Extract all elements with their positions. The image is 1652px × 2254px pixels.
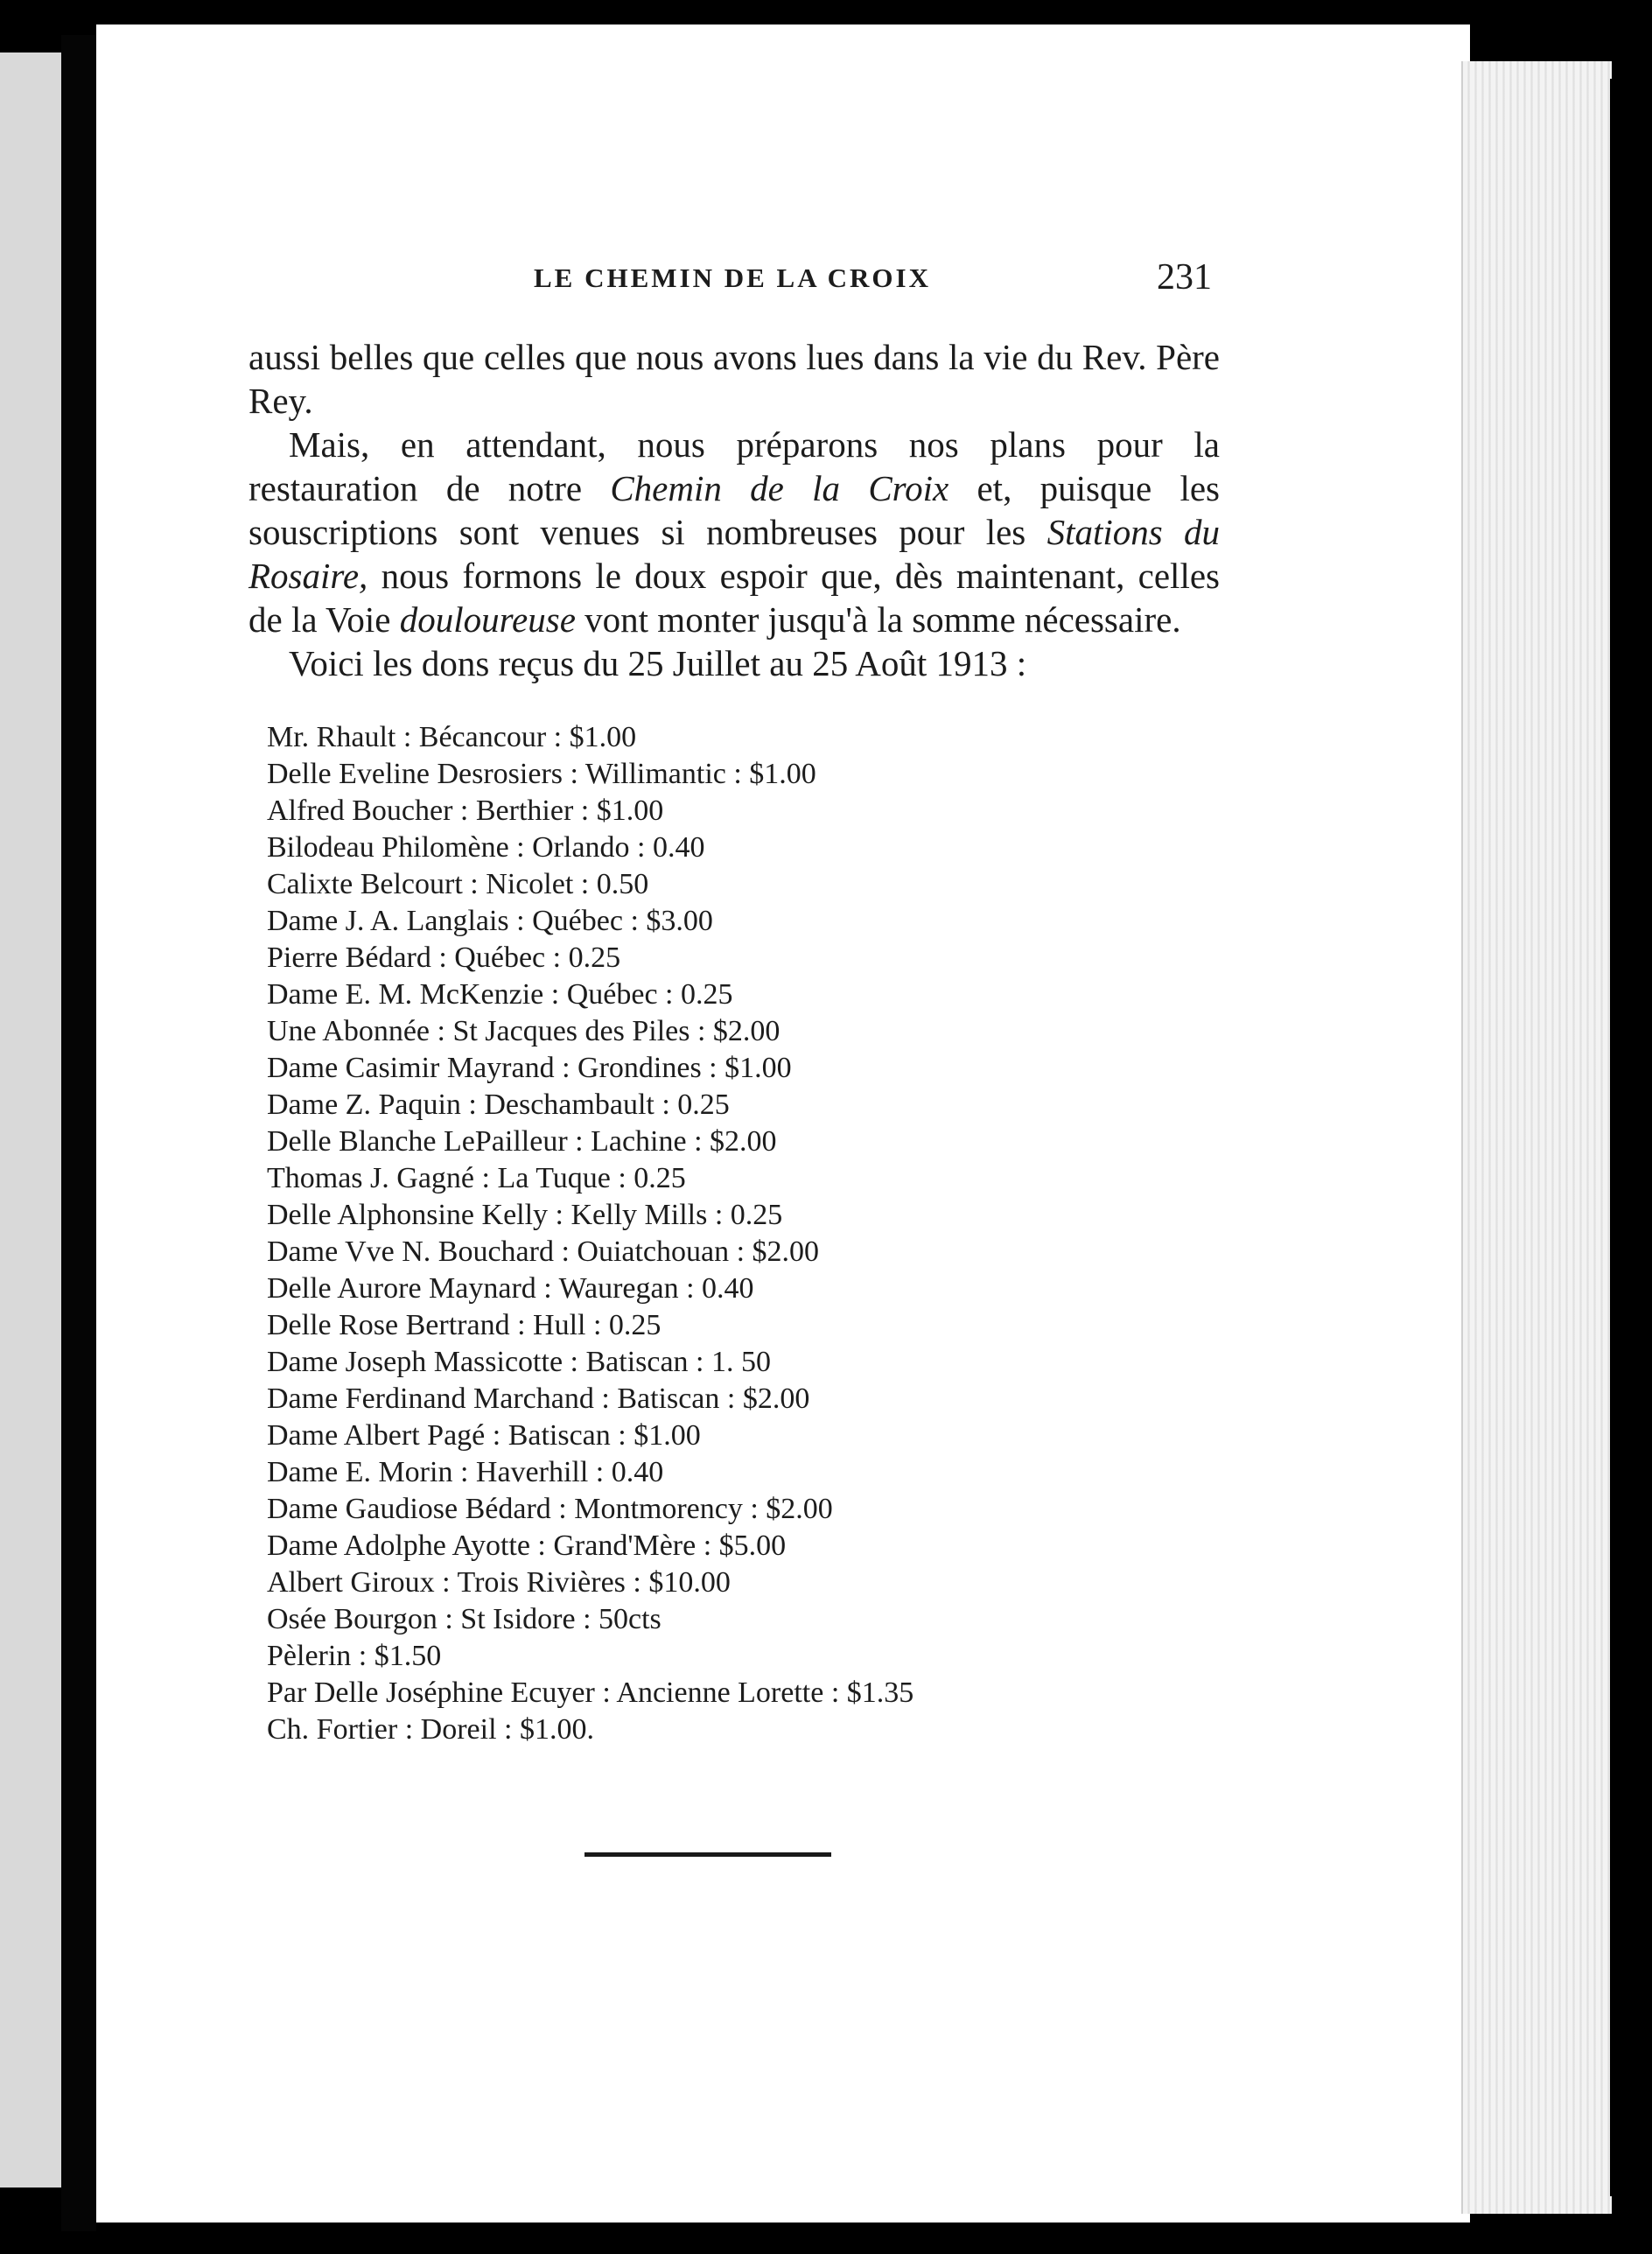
page-number: 231: [1157, 257, 1212, 298]
donation-entry: Calixte Belcourt : Nicolet : 0.50: [267, 868, 649, 900]
body-text: [248, 335, 1220, 685]
donation-entry: Dame J. A. Langlais : Québec : $3.00: [267, 905, 713, 937]
donation-entry: Alfred Boucher : Berthier : $1.00: [267, 794, 664, 827]
donation-entry: Osée Bourgon : St Isidore : 50cts: [267, 1603, 662, 1635]
donation-entry: Delle Aurore Maynard : Wauregan : 0.40: [267, 1272, 754, 1305]
donation-entry: Delle Blanche LePailleur : Lachine : $2.00: [267, 1125, 777, 1158]
paragraph-text: vont monter jusqu'à la somme nécessaire.: [575, 599, 1181, 640]
donation-entry: Thomas J. Gagné : La Tuque : 0.25: [267, 1162, 686, 1194]
donation-entry: Dame E. M. McKenzie : Québec : 0.25: [267, 978, 733, 1011]
italic-title: Chemin de la Croix: [610, 468, 949, 508]
italic-title: douloureuse: [399, 599, 576, 640]
donation-entry: Pierre Bédard : Québec : 0.25: [267, 942, 621, 974]
previous-page-edge: [0, 52, 61, 2188]
donation-entry: Dame Joseph Massicotte : Batiscan : 1. 50: [267, 1346, 772, 1378]
donation-entry: Dame Vve N. Bouchard : Ouiatchouan : $2.00: [267, 1236, 820, 1268]
donation-entry: Bilodeau Philomène : Orlando : 0.40: [267, 831, 705, 864]
running-head: LE CHEMIN DE LA CROIX: [534, 262, 931, 293]
donation-entry: Delle Alphonsine Kelly : Kelly Mills : 0.25: [267, 1199, 783, 1231]
donation-entry: Delle Eveline Desrosiers : Willimantic : $1.00: [267, 758, 816, 790]
paragraph-plans: [248, 423, 1220, 641]
donation-entry: Ch. Fortier : Doreil : $1.00.: [267, 1713, 594, 1746]
donation-entry: Pèlerin : $1.50: [267, 1640, 442, 1672]
donation-entry: Dame Casimir Mayrand : Grondines : $1.00: [267, 1052, 792, 1084]
paragraph-continuation: aussi belles que celles que nous avons lues dans la vie du Rev. Père Rey.: [248, 337, 1220, 421]
donation-entry: Dame Adolphe Ayotte : Grand'Mère : $5.00: [267, 1530, 787, 1562]
donation-entry: Dame Z. Paquin : Deschambault : 0.25: [267, 1088, 730, 1121]
donation-entry: Une Abonnée : St Jacques des Piles : $2.00: [267, 1015, 780, 1047]
donation-entry: Delle Rose Bertrand : Hull : 0.25: [267, 1309, 662, 1341]
donation-entry: Dame Gaudiose Bédard : Montmorency : $2.00: [267, 1493, 833, 1525]
italic-title: Stations du Rosaire,: [248, 512, 1220, 596]
scan-background-right: [1610, 79, 1652, 2196]
paragraph-text: nous formons le doux espoir que, dès maintenant, celles de la Voie: [248, 556, 1220, 640]
donation-list: [267, 719, 914, 1748]
paragraph-donations-intro: Voici les dons reçus du 25 Juillet au 25 Août 1913 :: [289, 643, 1027, 683]
donation-entry: Mr. Rhault : Bécancour : $1.00: [267, 721, 637, 753]
donation-entry: Albert Giroux : Trois Rivières : $10.00: [267, 1566, 731, 1599]
closing-rule: [584, 1852, 831, 1857]
donation-entry: Dame E. Morin : Haverhill : 0.40: [267, 1456, 664, 1488]
page-stack-edges: [1461, 61, 1612, 2214]
paragraph-text: Mais, en attendant, nous préparons nos plans pour la restauration de notre: [248, 424, 1220, 508]
donation-entry: Dame Albert Pagé : Batiscan : $1.00: [267, 1419, 701, 1452]
donation-entry: Par Delle Joséphine Ecuyer : Ancienne Lorette : $1.35: [267, 1676, 914, 1709]
book-gutter: [61, 35, 96, 2231]
donation-entry: Dame Ferdinand Marchand : Batiscan : $2.00: [267, 1382, 810, 1415]
paragraph-text: et, puisque les souscriptions sont venues si nombreuses pour les: [248, 468, 1220, 552]
